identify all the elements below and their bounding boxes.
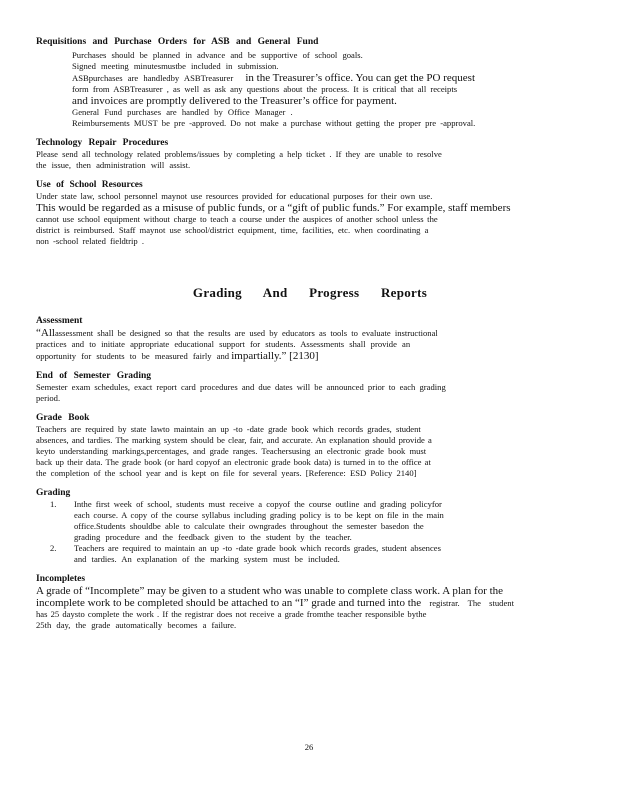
paragraph-line: keyto understanding markings,percentages, and grade ranges. Teachersusing an electronic grade book must bbox=[36, 446, 427, 456]
paragraph-line: This would be regarded as a misuse of public funds, or a “gift of public funds.” For example, staff members bbox=[36, 202, 511, 214]
list-item: 1. Inthe first week of school, students must receive a copyof the course outline and grading policyfor each course. A copy of the course syllabus including grading policy is to be kept on file in the main office.Students shouldbe able to calculate their owngrades throughout the semester basedon the grading procedure and the feedback given to the student by the teacher. bbox=[50, 499, 444, 542]
paragraph-line: opportunity for students to be measured fairly and impartially.” [2130] bbox=[36, 350, 319, 362]
bullet-icon bbox=[50, 107, 72, 118]
paragraph-line: A grade of “Incomplete” may be given to a student who was unable to complete class work. A plan for the bbox=[36, 585, 504, 597]
bullet-icon bbox=[50, 61, 72, 72]
paragraph-line: district is reimbursed. Staff maynot use school/district equipment, time, facilities, etc. when coordinating a bbox=[36, 225, 429, 235]
paragraph-line: has 25 daysto complete the work . If the registrar does not receive a grade fromthe teacher responsible bythe bbox=[36, 609, 427, 619]
paragraph-line: non -school related fieldtrip . bbox=[36, 236, 144, 246]
paragraph-line: practices and to initiate appropriate educational support for students. Assessments shall provide an bbox=[36, 339, 411, 349]
technology-line: Please send all technology related problems/issues by completing a help ticket . If they are unable to resolve bbox=[36, 149, 442, 159]
grade-book-heading: Grade Book bbox=[36, 413, 90, 423]
list-item: 2. Teachers are required to maintain an up -to -date grade book which records grades, student absences and tardies. An explanation of the marking system must be included. bbox=[50, 543, 441, 564]
page-number: 26 bbox=[304, 742, 314, 752]
bullet-icon bbox=[50, 118, 72, 129]
assessment-heading: Assessment bbox=[36, 316, 83, 326]
grading-heading: Grading bbox=[36, 488, 71, 498]
paragraph-line: 25th day, the grade automatically becomes a failure. bbox=[36, 620, 237, 630]
bullet-icon bbox=[50, 50, 72, 61]
paragraph-line: absences, and tardies. The marking system should be clear, fair, and accurate. An explanation should provide a bbox=[36, 435, 432, 445]
list-item: Reimbursements MUST be pre -approved. Do not make a purchase without getting the proper pre -approval. bbox=[50, 118, 584, 129]
paragraph-line: Teachers are required by state lawto maintain an up -to -date grade book which records grades, student bbox=[36, 424, 421, 434]
bullet-icon bbox=[50, 72, 72, 107]
incompletes-heading: Incompletes bbox=[36, 574, 86, 584]
document-page bbox=[36, 36, 584, 631]
school-resources-heading: Use of School Resources bbox=[36, 180, 143, 190]
paragraph-line: Under state law, school personnel maynot use resources provided for educational purposes for their own use. bbox=[36, 191, 433, 201]
paragraph-line: period. bbox=[36, 393, 61, 403]
technology-heading: Technology Repair Procedures bbox=[36, 138, 169, 148]
list-item: General Fund purchases are handled by Office Manager . bbox=[50, 107, 584, 118]
requisitions-heading: Requisitions and Purchase Orders for ASB and General Fund bbox=[36, 37, 319, 47]
paragraph-line: Semester exam schedules, exact report card procedures and due dates will be announced prior to each grading bbox=[36, 382, 446, 392]
list-item: Purchases should be planned in advance and be supportive of school goals. bbox=[50, 50, 584, 61]
end-of-semester-heading: End of Semester Grading bbox=[36, 371, 152, 381]
paragraph-line: incomplete work to be completed should be attached to an “I” grade and turned into the registrar. The student bbox=[36, 597, 514, 609]
list-item: ASBpurchases are handledby ASBTreasurer in the Treasurer’s office. You can get the PO request form from ASBTreasurer , as well as ask any questions about the process. It is critical that all receipts and invoices are promptly delivered to the Treasurer’s office for payment. bbox=[50, 72, 584, 107]
paragraph-line: back up their data. The grade book (or hard copyof an electronic grade book data) is turned in to the office at bbox=[36, 457, 431, 467]
section-title: Grading And Progress Reports bbox=[192, 285, 428, 300]
paragraph-line: the completion of the school year and is kept on file for several years. [Reference: ESD Policy 2140] bbox=[36, 468, 417, 478]
list-item: Signed meeting minutesmustbe included in submission. bbox=[50, 61, 584, 72]
technology-line: the issue, then administration will assist. bbox=[36, 160, 191, 170]
paragraph-line: “Allassessment shall be designed so that the results are used by educators as tools to evaluate instructional bbox=[36, 327, 438, 339]
paragraph-line: cannot use school equipment without charge to teach a course under the auspices of another school unless the bbox=[36, 214, 438, 224]
